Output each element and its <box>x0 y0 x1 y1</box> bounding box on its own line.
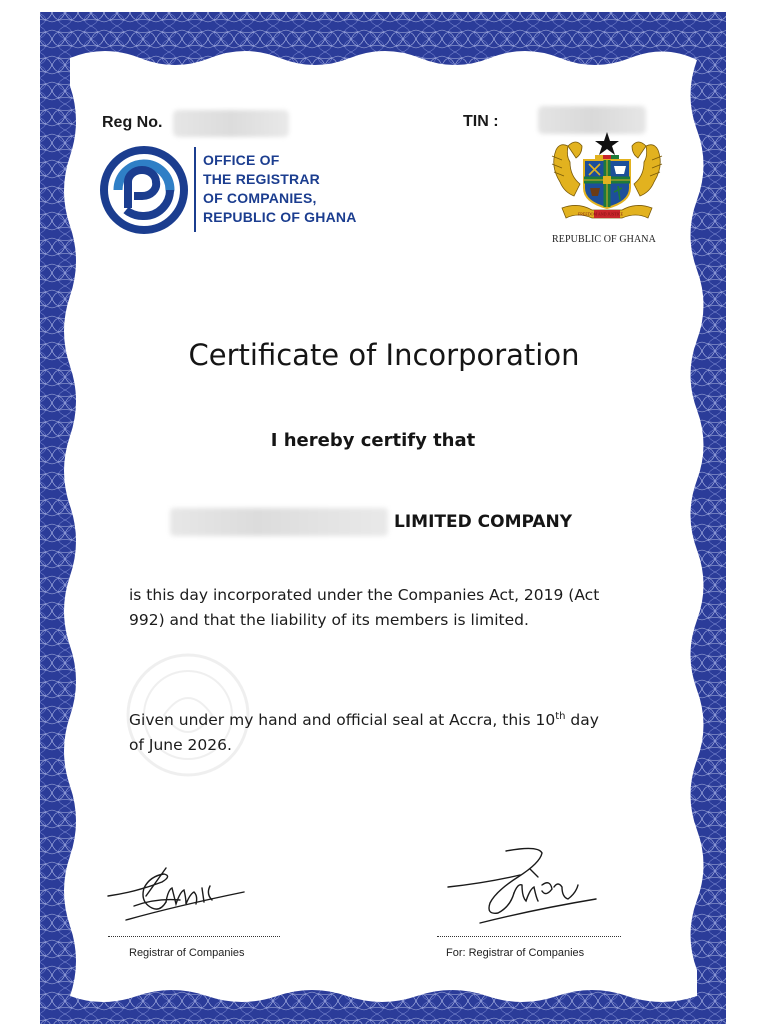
company-type: LIMITED COMPANY <box>394 512 573 532</box>
for-registrar-caption: For: Registrar of Companies <box>446 947 585 959</box>
registrar-caption: Registrar of Companies <box>129 947 245 959</box>
statement-line <box>129 704 629 733</box>
ordinal-suffix: th <box>555 711 566 722</box>
statement-line: is this day incorporated under the Companies Act, 2019 (Act <box>129 586 600 604</box>
certify-line: I hereby certify that <box>270 430 476 451</box>
arms-motto-text: FREEDOM AND JUSTICE <box>578 211 624 217</box>
republic-caption: REPUBLIC OF GHANA <box>552 234 656 245</box>
statement-line: of June 2026. <box>129 736 232 754</box>
certificate-title: Certificate of Incorporation <box>188 338 580 372</box>
office-name-line: REPUBLIC OF GHANA <box>203 209 357 225</box>
registrar-signature <box>106 862 256 932</box>
registrar-office-name <box>203 151 403 227</box>
reg-no-label: Reg No. <box>102 114 163 131</box>
statement-text: day <box>565 711 599 729</box>
ghana-coat-of-arms-icon <box>548 130 666 226</box>
reg-no-redacted <box>173 110 289 137</box>
office-name-line: OF COMPANIES, <box>203 190 317 206</box>
statement-line: 992) and that the liability of its members is limited. <box>129 611 529 629</box>
statement-text: Given under my hand and official seal at Accra, this 10 <box>129 711 556 729</box>
deputy-signature <box>446 845 606 930</box>
signature-line-right <box>437 936 621 937</box>
signature-line-left <box>108 936 280 937</box>
company-name-redacted <box>170 508 388 536</box>
incorporation-statement <box>129 583 629 633</box>
given-under-hand-statement <box>129 704 629 758</box>
logo-divider <box>194 147 196 232</box>
orc-logo-icon <box>100 146 188 234</box>
office-name-line: OFFICE OF <box>203 152 280 168</box>
office-name-line: THE REGISTRAR <box>203 171 320 187</box>
tin-label: TIN : <box>463 113 499 130</box>
